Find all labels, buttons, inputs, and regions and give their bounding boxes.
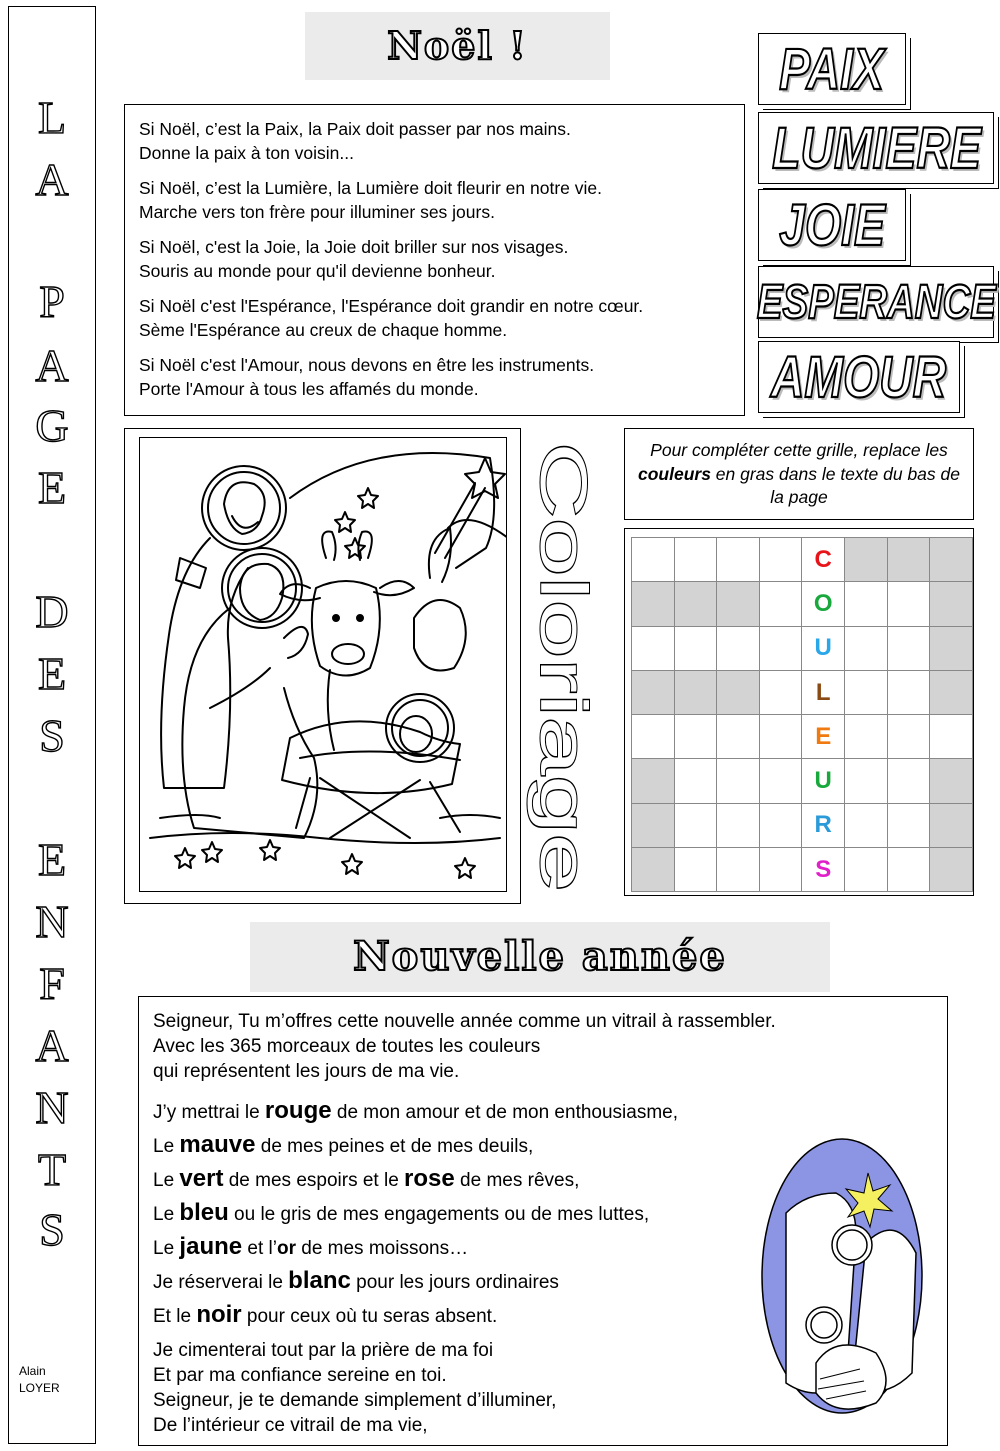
word-box-paix [758, 33, 906, 105]
grid-cell-empty[interactable] [887, 670, 930, 714]
intro-line: Seigneur, Tu m’offres cette nouvelle année comme un vitrail à rassembler. [153, 1011, 776, 1032]
grid-cell-empty[interactable] [887, 848, 930, 892]
noel-title: Noël ! [387, 23, 528, 68]
grid-cell-shaded [887, 538, 930, 582]
closing-line: Et par ma confiance sereine en toi. [153, 1365, 447, 1386]
grid-cell-empty[interactable] [717, 715, 760, 759]
grid-cell-shaded [717, 582, 760, 626]
grid-cell-keyword: O [802, 582, 845, 626]
closing-line: Je cimenterai tout par la prière de ma foi [153, 1340, 494, 1361]
side-banner-letter: S [39, 710, 65, 761]
grid-cell-empty[interactable] [632, 715, 675, 759]
noel-stanza-line: Marche vers ton frère pour illuminer ses jours. [139, 201, 495, 222]
word-box-amour [758, 341, 960, 413]
line-text: Le [153, 1136, 180, 1157]
line-text: J’y mettrai le [153, 1102, 265, 1123]
grid-cell-empty[interactable] [887, 626, 930, 670]
grid-cell-shaded [717, 670, 760, 714]
grid-cell-empty[interactable] [845, 848, 888, 892]
grid-cell-keyword: E [802, 715, 845, 759]
side-banner-letter: E [37, 462, 67, 513]
grid-cell-empty[interactable] [887, 582, 930, 626]
color-word: rose [404, 1165, 455, 1192]
grid-cell-shaded [930, 803, 973, 847]
noel-stanza-line: Sème l'Espérance au creux de chaque homme. [139, 319, 508, 340]
grid-cell-empty[interactable] [845, 626, 888, 670]
grid-cell-keyword: L [802, 670, 845, 714]
grid-cell-shaded [632, 803, 675, 847]
color-word: or [276, 1238, 296, 1259]
side-banner-letter: A [35, 154, 69, 205]
intro-line: qui représentent les jours de ma vie. [153, 1061, 460, 1082]
line-text: Le [153, 1170, 180, 1191]
grid-row [632, 848, 973, 892]
author-last-name: LOYER [19, 1381, 60, 1395]
grid-cell-keyword: U [802, 759, 845, 803]
line-text: Je réserverai le [153, 1272, 289, 1293]
grid-cell-shaded [930, 538, 973, 582]
noel-stanza [139, 354, 730, 401]
intro-line: Avec les 365 morceaux de toutes les couleurs [153, 1036, 541, 1057]
grid-row [632, 538, 973, 582]
grid-row [632, 582, 973, 626]
grid-cell-shaded [674, 670, 717, 714]
stained-glass-nativity [756, 1133, 928, 1419]
grid-cell-empty[interactable] [717, 626, 760, 670]
noel-stanza [139, 236, 730, 283]
noel-stanza [139, 177, 730, 224]
side-banner-letter: E [37, 834, 67, 885]
side-banner-letter: A [35, 340, 69, 391]
grid-row [632, 715, 973, 759]
grid-row [632, 626, 973, 670]
noel-stanza-line: Porte l'Amour à tous les affamés du monde. [139, 378, 479, 399]
crossword-grid [631, 537, 973, 892]
closing-line: De l’intérieur ce vitrail de ma vie, [153, 1415, 428, 1436]
word-box-esperance [758, 266, 994, 338]
grid-cell-empty[interactable] [759, 626, 802, 670]
line-text: de mes espoirs et le [223, 1170, 405, 1191]
line-text: de mes moissons… [295, 1238, 469, 1259]
line-text: de mon amour et de mon enthousiasme, [331, 1102, 679, 1123]
line-text: pour les jours ordinaires [350, 1272, 559, 1293]
word-esperance: ESPERANCE [756, 275, 996, 329]
grid-cell-empty[interactable] [845, 803, 888, 847]
grid-cell-empty[interactable] [717, 803, 760, 847]
noel-title-bar [305, 12, 610, 80]
side-banner-letter: N [35, 1082, 69, 1133]
grid-cell-empty[interactable] [759, 848, 802, 892]
side-banner-letter: A [35, 1020, 69, 1071]
color-word: mauve [179, 1131, 256, 1158]
noel-stanza [139, 295, 730, 342]
grid-cell-empty[interactable] [759, 538, 802, 582]
color-word: blanc [288, 1267, 351, 1294]
side-banner-letter: N [35, 896, 69, 947]
grid-cell-empty[interactable] [845, 715, 888, 759]
grid-cell-shaded [930, 582, 973, 626]
line-text: de mes peines et de mes deuils, [255, 1136, 534, 1157]
color-word: vert [179, 1165, 224, 1192]
word-box-joie [758, 189, 906, 261]
puzzle-instructions [624, 428, 974, 520]
word-box-lumiere [758, 112, 994, 184]
line-text: ou le gris de mes engagements ou de mes luttes, [228, 1204, 650, 1225]
grid-row [632, 803, 973, 847]
author-first-name: Alain [19, 1364, 46, 1378]
word-joie: JOIE [779, 192, 885, 258]
crossword-grid-frame [624, 528, 974, 896]
line-text: Et le [153, 1306, 197, 1327]
grid-row [632, 670, 973, 714]
grid-cell-empty[interactable] [845, 670, 888, 714]
side-banner-letter: G [35, 400, 69, 451]
side-banner-letter: E [37, 648, 67, 699]
side-banner-letter: F [39, 958, 65, 1009]
grid-cell-empty[interactable] [717, 759, 760, 803]
grid-cell-shaded [632, 670, 675, 714]
grid-cell-shaded [632, 848, 675, 892]
grid-cell-empty[interactable] [717, 538, 760, 582]
color-word: noir [196, 1301, 242, 1328]
noel-stanza [139, 118, 730, 165]
grid-cell-empty[interactable] [759, 715, 802, 759]
word-paix: PAIX [779, 36, 885, 102]
line-text: et l’ [242, 1238, 277, 1259]
poem-intro [153, 1009, 933, 1084]
side-banner-letter: D [35, 586, 69, 637]
grid-cell-keyword: R [802, 803, 845, 847]
coloriage-label: Coloriage [527, 442, 601, 725]
grid-row [632, 759, 973, 803]
noel-stanza-line: Si Noël, c’est la Lumière, la Lumière doit fleurir en notre vie. [139, 178, 602, 198]
grid-cell-keyword: S [802, 848, 845, 892]
coloring-picture-frame [124, 428, 522, 904]
grid-cell-keyword: U [802, 626, 845, 670]
grid-cell-empty[interactable] [759, 803, 802, 847]
grid-cell-empty[interactable] [759, 582, 802, 626]
side-banner [8, 6, 96, 1444]
nativity-drawing [139, 437, 507, 892]
grid-cell-empty[interactable] [632, 626, 675, 670]
grid-cell-empty[interactable] [845, 582, 888, 626]
color-word: rouge [264, 1097, 332, 1124]
word-amour: AMOUR [771, 344, 947, 410]
grid-cell-empty[interactable] [674, 715, 717, 759]
word-lumiere: LUMIERE [771, 115, 981, 181]
grid-cell-keyword: C [802, 538, 845, 582]
grid-cell-empty[interactable] [887, 759, 930, 803]
line-text: Le [153, 1238, 180, 1259]
line-text: pour ceux où tu seras absent. [241, 1306, 498, 1327]
noel-stanza-line: Souris au monde pour qu'il devienne bonheur. [139, 260, 496, 281]
side-banner-letter: S [39, 1204, 65, 1255]
grid-cell-empty[interactable] [930, 715, 973, 759]
grid-cell-shaded [930, 626, 973, 670]
grid-cell-shaded [632, 759, 675, 803]
side-banner-letter: L [37, 92, 67, 143]
grid-cell-empty[interactable] [717, 848, 760, 892]
grid-cell-empty[interactable] [674, 626, 717, 670]
instructions-text-1: Pour compléter cette grille, replace les [650, 440, 948, 460]
noel-stanza-line: Donne la paix à ton voisin... [139, 142, 354, 163]
side-banner-letter: T [37, 1144, 67, 1195]
grid-cell-empty[interactable] [632, 538, 675, 582]
line-text: Le [153, 1204, 180, 1225]
new-year-title-bar [250, 922, 830, 992]
instructions-bold: couleurs [637, 463, 711, 484]
grid-cell-empty[interactable] [674, 759, 717, 803]
color-line [153, 1094, 933, 1128]
author [19, 1363, 60, 1397]
grid-cell-empty[interactable] [887, 803, 930, 847]
grid-cell-shaded [632, 582, 675, 626]
grid-cell-shaded [674, 582, 717, 626]
new-year-title: Nouvelle année [353, 933, 727, 980]
grid-cell-shaded [930, 670, 973, 714]
grid-cell-shaded [930, 848, 973, 892]
grid-cell-empty[interactable] [674, 538, 717, 582]
grid-cell-shaded [845, 538, 888, 582]
grid-cell-empty[interactable] [845, 759, 888, 803]
color-word: jaune [179, 1233, 243, 1260]
side-banner-letter: P [39, 276, 65, 327]
instructions-text-2: en gras dans le texte du bas de la page [710, 463, 960, 507]
grid-cell-shaded [930, 759, 973, 803]
grid-cell-empty[interactable] [887, 715, 930, 759]
grid-cell-empty[interactable] [674, 848, 717, 892]
noel-stanza-line: Si Noël, c'est la Joie, la Joie doit briller sur nos visages. [139, 237, 569, 257]
coloriage-banner [520, 428, 610, 904]
grid-cell-empty[interactable] [674, 803, 717, 847]
noel-poem [124, 104, 745, 416]
noel-stanza-line: Si Noël c'est l'Espérance, l'Espérance doit grandir en notre cœur. [139, 296, 644, 316]
noel-stanza-line: Si Noël, c’est la Paix, la Paix doit passer par nos mains. [139, 119, 571, 139]
grid-cell-empty[interactable] [759, 759, 802, 803]
noel-stanza-line: Si Noël c'est l'Amour, nous devons en être les instruments. [139, 355, 595, 375]
grid-cell-empty[interactable] [759, 670, 802, 714]
side-banner-title [9, 7, 95, 1443]
color-word: bleu [179, 1199, 229, 1226]
closing-line: Seigneur, je te demande simplement d’illuminer, [153, 1390, 557, 1411]
line-text: de mes rêves, [454, 1170, 580, 1191]
